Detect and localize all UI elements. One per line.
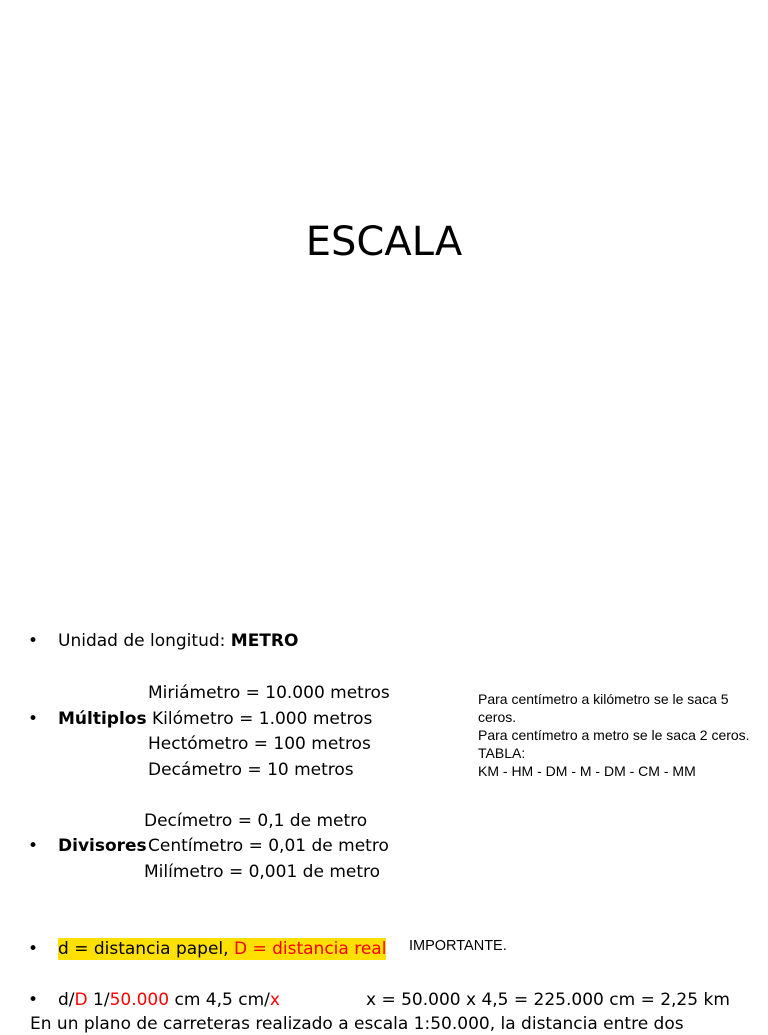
bullet-marker: • [28, 709, 39, 729]
bullet-marker: • [28, 939, 39, 959]
multiple-decametro: Decámetro = 10 metros [148, 760, 354, 780]
formula-part: cm 4,5 cm/ [169, 990, 270, 1010]
bullet-marker: • [28, 990, 39, 1010]
formula-part: d/ [58, 990, 75, 1010]
page-title: ESCALA [305, 219, 463, 265]
note-line: TABLA: [478, 745, 526, 761]
multiple-miriametro: Miriámetro = 10.000 metros [148, 683, 390, 703]
paper-distance-definition: d = distancia papel, [58, 939, 234, 959]
formula-part: 1/ [87, 990, 110, 1010]
bullet-marker: • [28, 836, 39, 856]
problem-statement: En un plano de carreteras realizado a escala 1:50.000, la distancia entre dos [30, 1014, 684, 1034]
note-line: KM - HM - DM - M - DM - CM - MM [478, 763, 696, 779]
important-label: IMPORTANTE. [409, 938, 507, 954]
unit-line [58, 630, 298, 652]
real-distance-definition: D = distancia real [233, 939, 387, 959]
divisor-centimetro: Centímetro = 0,01 de metro [148, 836, 389, 856]
note-line: Para centímetro a metro se le saca 2 ceros. [478, 727, 750, 743]
bullet-marker: • [28, 631, 39, 651]
proportion-formula [58, 989, 280, 1011]
divisors-label: Divisores [58, 836, 147, 856]
formula-part: D [74, 990, 88, 1010]
unit-value: METRO [230, 631, 299, 651]
formula-part: 50.000 [109, 990, 170, 1010]
multiple-kilometro: Kilómetro = 1.000 metros [152, 709, 373, 729]
definition-line [58, 938, 386, 960]
multiple-hectometro: Hectómetro = 100 metros [148, 734, 371, 754]
divisor-decimetro: Decímetro = 0,1 de metro [144, 811, 368, 831]
note-line: Para centímetro a kilómetro se le saca 5 ceros. [478, 691, 729, 725]
unit-label: Unidad de longitud: [58, 631, 231, 651]
multiples-label: Múltiplos [58, 709, 147, 729]
formula-part: x [269, 990, 280, 1010]
conversion-note [478, 690, 763, 780]
formula-result: x = 50.000 x 4,5 = 225.000 cm = 2,25 km [366, 990, 730, 1010]
divisor-milimetro: Milímetro = 0,001 de metro [144, 862, 381, 882]
